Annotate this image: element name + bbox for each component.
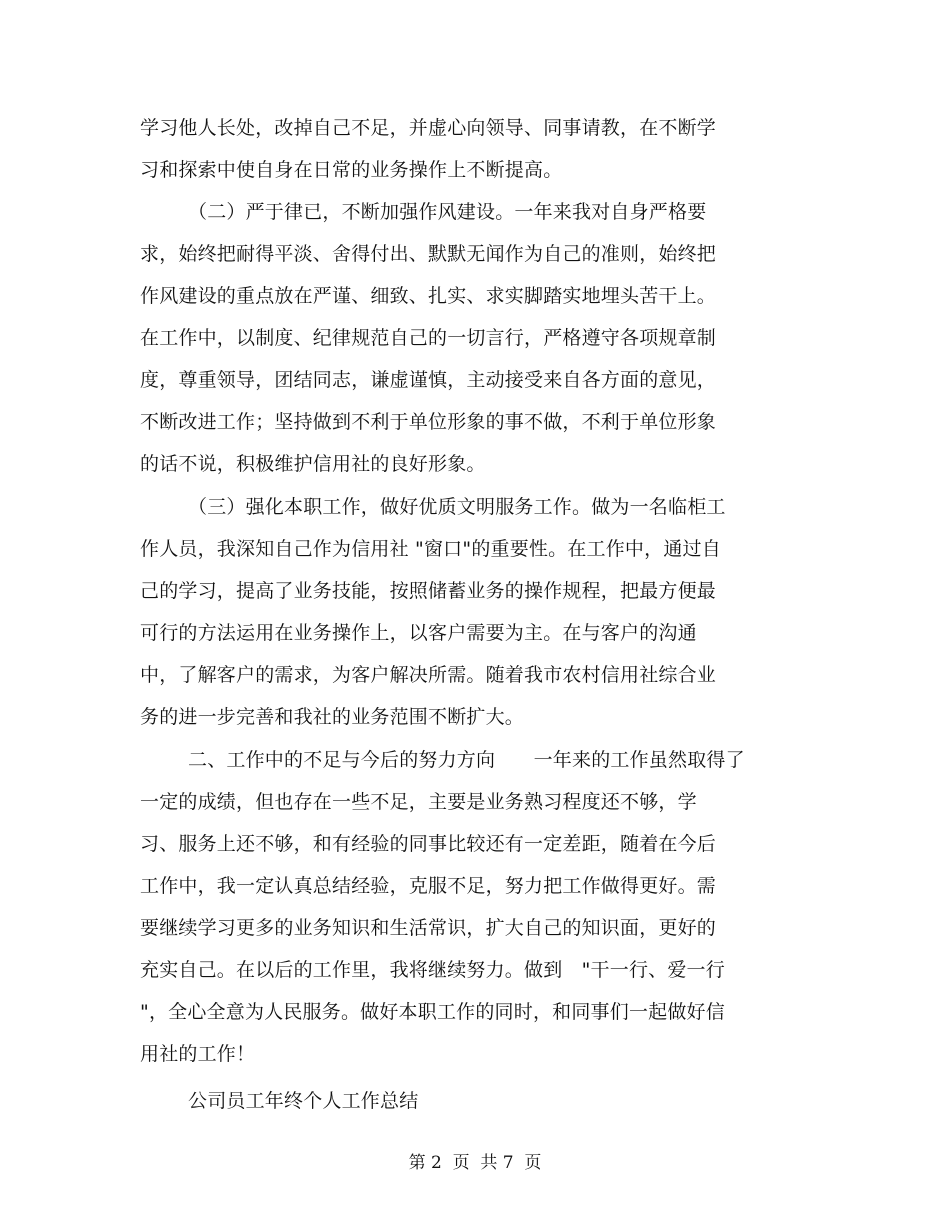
section-heading-line: 二、工作中的不足与今后的努力方向 一年来的工作虽然取得了	[188, 749, 745, 771]
paragraph-line: "，全心全意为人民服务。做好本职工作的同时，和同事们一起做好信	[140, 1001, 725, 1023]
paragraph-line: 求，始终把耐得平淡、舍得付出、默默无闻作为自己的准则，始终把	[140, 243, 717, 265]
paragraph-line: 习和探索中使自身在日常的业务操作上不断提高。	[140, 159, 563, 181]
paragraph-line: 度，尊重领导，团结同志，谦虚谨慎，主动接受来自各方面的意见，	[140, 369, 717, 391]
next-section-title: 公司员工年终个人工作总结	[188, 1090, 419, 1112]
paragraph-line: 不断改进工作；坚持做到不利于单位形象的事不做，不利于单位形象	[140, 411, 717, 433]
paragraph-line: 的话不说，积极维护信用社的良好形象。	[140, 453, 486, 475]
paragraph-line: （三）强化本职工作，做好优质文明服务工作。做为一名临柜工	[188, 496, 726, 518]
paragraph-line: 用社的工作！	[140, 1043, 256, 1065]
paragraph-line: 务的进一步完善和我社的业务范围不断扩大。	[140, 706, 525, 728]
paragraph-line: 充实自己。在以后的工作里，我将继续努力。做到 "干一行、爱一行	[140, 959, 725, 981]
paragraph-line: 中，了解客户的需求，为客户解决所需。随着我市农村信用社综合业	[140, 664, 717, 686]
paragraph-line: 工作中，我一定认真总结经验，克服不足，努力把工作做得更好。需	[140, 875, 717, 897]
paragraph-line: （二）严于律已，不断加强作风建设。一年来我对自身严格要	[188, 201, 707, 223]
paragraph-line: 要继续学习更多的业务知识和生活常识，扩大自己的知识面，更好的	[140, 917, 717, 939]
paragraph-line: 作人员，我深知自己作为信用社 "窗口"的重要性。在工作中，通过自	[140, 538, 721, 560]
paragraph-line: 作风建设的重点放在严谨、细致、扎实、求实脚踏实地埋头苦干上。	[140, 285, 717, 307]
paragraph-line: 己的学习，提高了业务技能，按照储蓄业务的操作规程，把最方便最	[140, 580, 717, 602]
paragraph-line: 一定的成绩，但也存在一些不足，主要是业务熟习程度还不够，学	[140, 791, 697, 813]
paragraph-line: 习、服务上还不够，和有经验的同事比较还有一定差距，随着在今后	[140, 833, 717, 855]
paragraph-line: 可行的方法运用在业务操作上，以客户需要为主。在与客户的沟通	[140, 622, 697, 644]
paragraph-line: 在工作中，以制度、纪律规范自己的一切言行，严格遵守各项规章制	[140, 327, 717, 349]
page-number-footer: 第 2 页 共 7 页	[408, 1153, 542, 1173]
paragraph-line: 学习他人长处，改掉自己不足，并虚心向领导、同事请教，在不断学	[140, 117, 717, 139]
